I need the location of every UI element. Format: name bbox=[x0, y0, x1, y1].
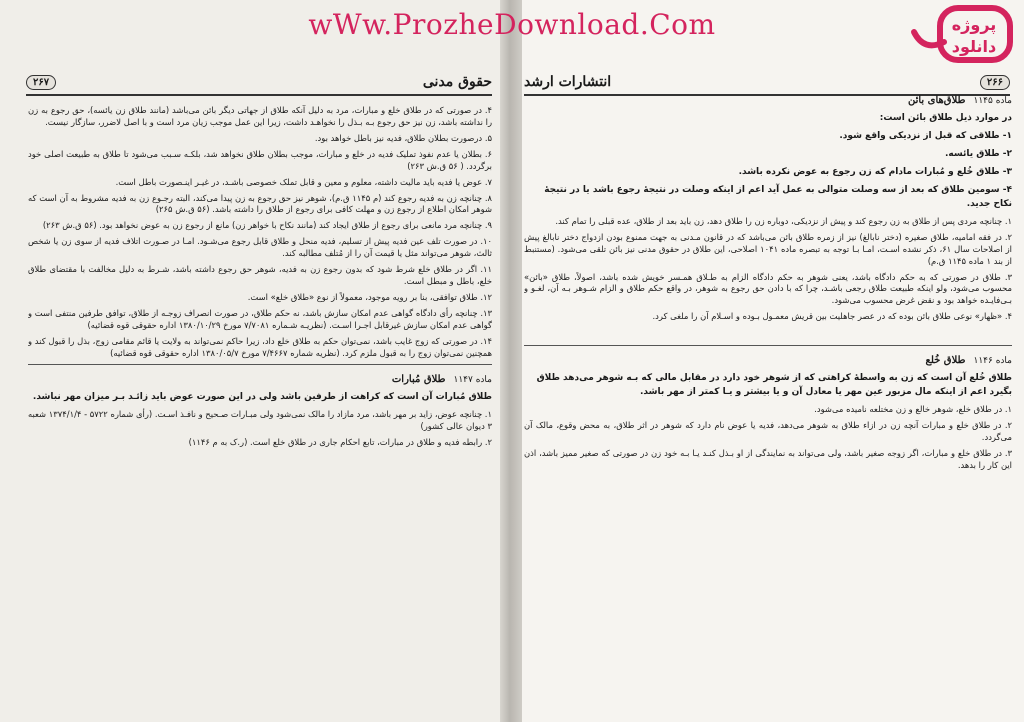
right-divider bbox=[524, 345, 1012, 346]
right-article2-note-1: ۱. در طلاق خلع، شوهر خالع و زن مختلعه نامیده می‌شود. bbox=[814, 404, 1012, 415]
left-note-2: ۵. درصورت بطلان طلاق، فدیه نیز باطل خواهد بود. bbox=[314, 132, 492, 143]
right-article2-note-2: ۲. در طلاق خلع و مبارات آنچه زن در ازاء طلاق به شوهر می‌دهد، فدیه یا عوض نام دارد که شوهر در اثر طلاق، به محض وقوع، مالک آن می‌گردد. bbox=[524, 420, 1012, 443]
logo-line1: پروژه bbox=[951, 15, 997, 34]
right-article2-title: طلاق خُلع bbox=[925, 355, 966, 367]
right-article2-heading bbox=[524, 354, 1012, 368]
left-note-1: ۴. در صورتی که در طلاق خلع و مبارات، مرد به دلیل آنکه طلاق از جهاتی دیگر بائن می‌باشد (مانند طلاق زن یائسه)، حق رجوع به زن را نداشته باشد، زن نیز حق رجوع بـه بـذل را نخواهـد داشت، زیرا این عمل موجب زیان مرد است و با اصل لاضرر، سازگار نیست. bbox=[28, 105, 492, 127]
book-gutter bbox=[500, 0, 522, 722]
left-divider bbox=[28, 364, 492, 365]
left-article-note-2: ۲. رابطه فدیه و طلاق در مبارات، تابع احکام جاری در طلاق خلع است. (ر.ک به م ۱۱۴۶) bbox=[188, 436, 492, 447]
left-page-content bbox=[28, 105, 492, 717]
logo-line2: دانلود bbox=[951, 37, 997, 56]
right-article1-note-1: ۱. چنانچه مردی پس از طلاق به زن رجوع کند و پیش از نزدیکی، دوباره زن را طلاق دهد، زن باید بعد از طلاق، عده قبلی را تمام کند. bbox=[555, 215, 1012, 226]
right-header-title: انتشارات ارشد bbox=[524, 74, 612, 90]
left-article-text: طلاق مُبارات آن است که کراهت از طرفین باشد ولی در این صورت عوض باید زائـد بـر میزان مهر نباشد. bbox=[32, 391, 492, 402]
right-page-number: ۲۶۶ bbox=[980, 75, 1010, 90]
left-article-note-1: ۱. چنانچه عوض، زاید بر مهر باشد، مرد مازاد را مالک نمی‌شود ولی مبـارات صـحیح و نافـذ اسـت. (رأی شماره ۵۷۲۲ - ۱۳۷۴/۱/۴ شعبه ۳ دیوان عالی کشور) bbox=[28, 408, 492, 431]
left-note-5: ۸. چنانچه زن به فدیه رجوع کند (م ۱۱۴۵ ق.م)، شوهر نیز حق رجوع به زن پیدا می‌کند، البته رجـوع زن به فدیه مشروط به آن است که شوهر امکان اطلاع از رجوع زن و مهلت کافی برای رجوع از طلاق را داشته باشد. (۵۶ ق.ش ۲۶۵) bbox=[28, 192, 492, 215]
right-article1-note-3: ۳. طلاق در صورتی که به حکم دادگاه باشد، یعنی شوهر به حکم دادگاه الزام به طـلاق همـسر خویش شده باشد، اصولاً، طلاق «بائن» محسوب می‌شود، ولو اینکه طبیعت طلاق رجعی باشـد، چرا که با دادن حق رجوع به شوهر، در واقع حکم طلاق و الزام شـوهر بـه آن، لغـو و بـی‌فایـده خواهد بود و نقض غرض محسوب می‌شود. bbox=[524, 271, 1012, 306]
left-note-6: ۹. چنانچه مرد مانعی برای رجوع از طلاق ایجاد کند (مانند نکاح با خواهر زن) مانع از رجوع زن به عوض نخواهد بود. (۵۶ ق.ش ۲۶۳) bbox=[42, 220, 492, 231]
left-note-3: ۶. بطلان یا عدم نفوذ تملیک فدیه در خلع و مبارات، موجب بطلان طلاق نخواهد شد، بلکـه سـبب می‌شود تا طلاق به طبیعت اصلی خود برگردد. ( ۵۶ ق.ش ۲۶۳) bbox=[28, 148, 492, 171]
left-note-8: ۱۱. اگر در طلاق خلع شرط شود که بدون رجوع زن به فدیه، شوهر حق رجوع داشته باشد، شـرط به دلیل مخالفت با مقتضای طلاق خلع، باطل و مبطل است. bbox=[28, 264, 492, 287]
right-article2-label: ماده ۱۱۴۶ bbox=[973, 356, 1012, 367]
left-note-9: ۱۲. طلاق توافقی، بنا بر رویه موجود، معمولاً از نوع «طلاق خلع» است. bbox=[247, 291, 492, 302]
left-article-title: طلاق مُبارات bbox=[391, 373, 446, 385]
right-article1-item-4: ۴- سومین طلاق که بعد از سه وصلت متوالی به عمل آید اعم از اینکه وصلت در نتیجهٔ رجوع باشد یا در نتیجهٔ نکاح جدید. bbox=[544, 184, 1012, 209]
right-article1-item-2: ۲- طلاق یائسه. bbox=[944, 149, 1012, 160]
site-logo bbox=[884, 2, 1016, 66]
right-article2-text: طلاق خُلع آن است که زن به واسطهٔ کراهتی که از شوهر خود دارد در مقابل مالی که بـه شوهر می‌دهد طلاق بگیرد اعم از اینکه مال مزبور عین مهر یا معادل آن و یا بیشتر و یـا کمتر از مهر باشد. bbox=[536, 373, 1012, 398]
right-article1-label: ماده ۱۱۴۵ bbox=[973, 96, 1012, 106]
right-article1-note-4: ۴. «ظهار» نوعی طلاق بائن بوده که در عصر جاهلیت بین قریش معمـول بـوده و اسـلام آن را ملغی کرد. bbox=[652, 311, 1012, 322]
left-running-head bbox=[26, 70, 492, 96]
right-article2-note-3: ۳. در طلاق خلع و مبارات، اگر زوجه صغیر باشد، ولی می‌تواند به نمایندگی از او بـذل کنـد یـا بـه خود زن در صورتی که صغیر ممیز باشد، اذن این کار را بدهد. bbox=[524, 448, 1012, 470]
left-note-10: ۱۳. چنانچه رأی دادگاه گواهی عدم امکان سازش باشد، نه حکم طلاق، در صورت انصراف زوجـه از طلاق، توافق طرفین منتفی است و گواهی عدم امکان سازش غیرقابل اجـرا اسـت. (نظریـه شـماره ۷/۷۰۸۱ مورخ ۱۳۸۰/۱۰/۲۹ اداره حقوقی قوه قضائیه) bbox=[28, 307, 492, 330]
right-article1-heading bbox=[524, 94, 1012, 108]
right-article1-item-1: ۱- طلاقی که قبل از نزدیکی واقع شود. bbox=[839, 131, 1012, 142]
right-article1-item-3: ۳- طلاق خُلع و مُبارات مادام که زن رجوع به عوض نکرده باشد. bbox=[738, 167, 1012, 177]
left-page-number: ۲۶۷ bbox=[26, 75, 56, 90]
left-note-11: ۱۴. در صورتی که زوج غایب باشد، نمی‌توان حکم به طلاق خلع داد، زیرا حاکم نمی‌تواند به ولایت یا قائم مقامی زوج، بذل را قبول کند و همچنین نمی‌توان زوج را به قبول ملزم کرد. (نظریه شماره ۷/۴۶۶۷ مورخ ۱۳۸۰/۰۵/۷ اداره حقوقی قوه قضائیه) bbox=[28, 335, 492, 358]
right-spacer bbox=[524, 327, 1012, 341]
left-page bbox=[0, 0, 510, 722]
right-article1-intro: در موارد ذیل طلاق بائن است: bbox=[879, 113, 1012, 124]
left-note-7: ۱۰. در صورت تلف عین فدیه پیش از تسلیم، فدیه منحل و طلاق قابل رجوع می‌شـود. امـا در صـورت اتلاف فدیه از سوی زن یا شخص ثالث، شوهر می‌تواند مثل یا قیمت آن را از مُتلف مطالبه کند. bbox=[28, 236, 492, 259]
right-page bbox=[510, 0, 1024, 722]
left-article-label: ماده ۱۱۴۷ bbox=[453, 374, 492, 385]
right-article1-note-2: ۲. در فقه امامیه، طلاق صغیره (دختر نابالغ) نیز از زمره طلاق بائن می‌باشد که در قانون مـدنی به جهت ممنوع بودن ازدواج دختر نابالغ پیش از اصلاحات سال ۶۱، ذکر نشده اسـت، امـا بـا توجه به تبصره ماده ۱۰۴۱ اصلاحی، این طلاق در حقوق مدنی نیز بائن تلقی می‌شود. (مستنبط از بند ۱ ماده ۱۱۴۵ ق.م) bbox=[524, 231, 1012, 266]
left-note-4: ۷. عوض یا فدیه باید مالیت داشته، معلوم و معین و قابل تملک خصوصی باشـد، در غیـر اینـصورت باطل است. bbox=[115, 176, 492, 187]
right-article1-title: طلاق‌های بائن bbox=[907, 95, 966, 106]
left-header-title: حقوق مدنی bbox=[422, 74, 492, 90]
watermark-text: wWw.ProzheDownload.Com bbox=[308, 8, 716, 41]
left-article-heading bbox=[28, 373, 492, 387]
right-page-content bbox=[524, 86, 1012, 716]
